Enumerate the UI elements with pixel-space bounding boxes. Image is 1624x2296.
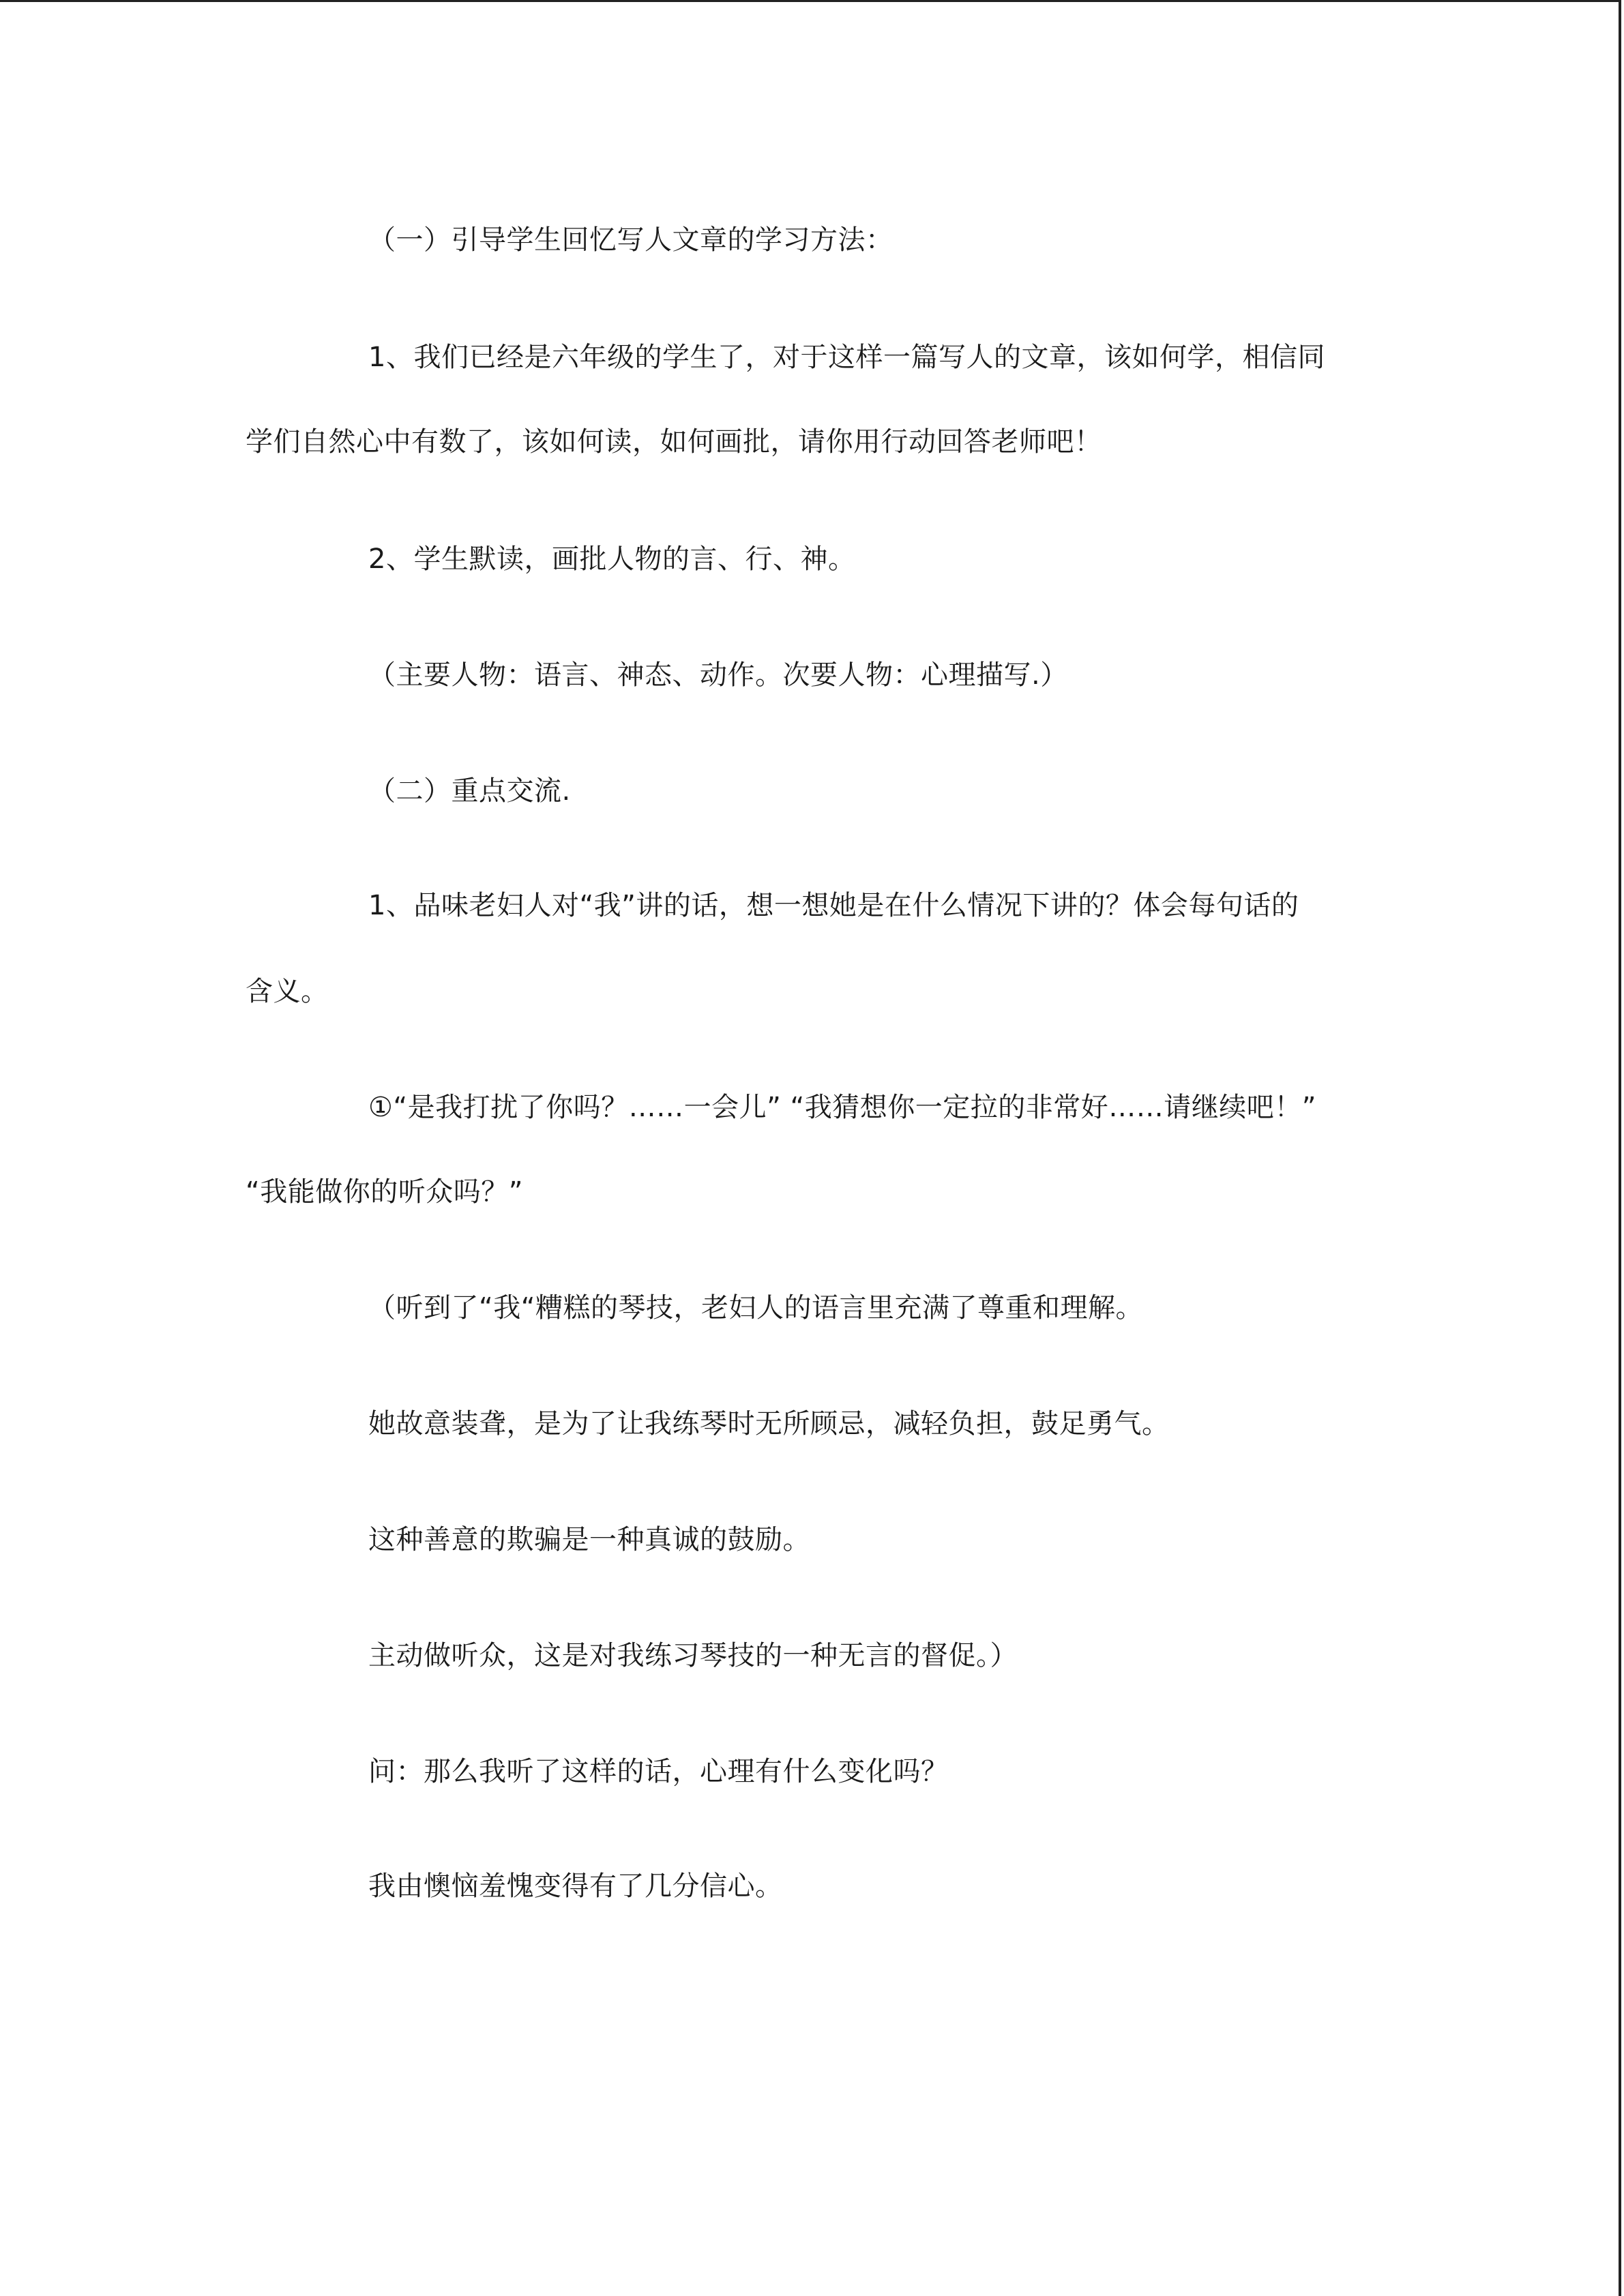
paragraph-line: 2、学生默读，画批人物的言、行、神。 [368, 543, 856, 575]
paragraph-line: 主动做听众，这是对我练习琴技的一种无言的督促。） [368, 1640, 1018, 1671]
paragraph-line: 她故意装聋，是为了让我练琴时无所顾忌，减轻负担，鼓足勇气。 [368, 1408, 1170, 1440]
paragraph-line: “我能做你的听众吗？” [246, 1176, 523, 1208]
paragraph-line: ①“是我打扰了你吗？……一会儿” “我猜想你一定拉的非常好……请继续吧！” [368, 1092, 1316, 1123]
paragraph-line: 问：那么我听了这样的话，心理有什么变化吗？ [368, 1756, 949, 1787]
paragraph-line: （听到了“我“糟糕的琴技，老妇人的语言里充满了尊重和理解。 [368, 1292, 1143, 1324]
paragraph-line: （主要人物：语言、神态、动作。次要人物：心理描写.） [368, 659, 1068, 691]
paragraph-line: 1、品味老妇人对“我”讲的话，想一想她是在什么情况下讲的？体会每句话的 [368, 890, 1299, 921]
paragraph-line: 这种善意的欺骗是一种真诚的鼓励。 [368, 1524, 810, 1555]
paragraph-line: 学们自然心中有数了，该如何读，如何画批，请你用行动回答老师吧！ [246, 426, 1102, 458]
paragraph-line: 含义。 [246, 976, 329, 1007]
paragraph-line: 我由懊恼羞愧变得有了几分信心。 [368, 1870, 783, 1902]
section-heading-1: （一）引导学生回忆写人文章的学习方法： [368, 224, 894, 256]
paragraph-line: 1、我们已经是六年级的学生了，对于这样一篇写人的文章，该如何学，相信同 [368, 342, 1325, 373]
section-heading-2: （二）重点交流. [368, 775, 571, 807]
